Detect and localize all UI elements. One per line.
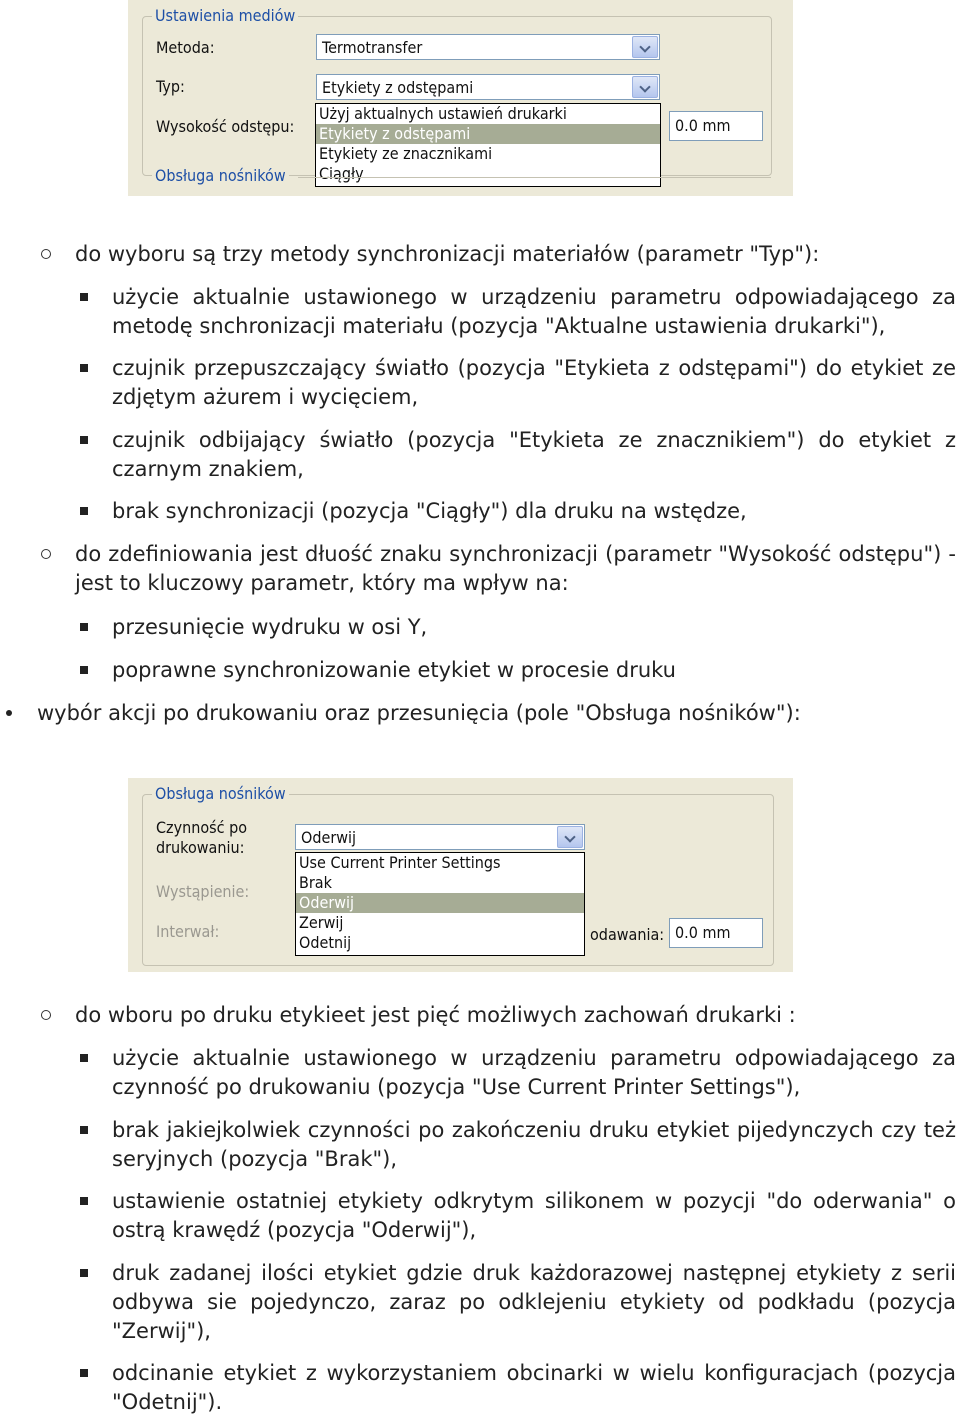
action-option-selected[interactable]: Oderwij: [296, 893, 584, 913]
offset-label: Wystąpienie:: [156, 882, 250, 901]
media-handling-legend: Obsługa nośników: [152, 166, 289, 185]
media-handling-legend: Obsługa nośników: [152, 784, 289, 803]
type-option[interactable]: Ciągły: [319, 164, 364, 183]
action-option[interactable]: Brak: [299, 873, 332, 892]
media-handling-screenshot: [128, 778, 793, 972]
offset-input[interactable]: 0.0 mm: [669, 918, 763, 948]
circle-bullet-icon: [41, 549, 51, 559]
divider: [298, 177, 771, 178]
circle-bullet-icon: [41, 249, 51, 259]
action-peel-off: druk zadanej ilości etykiet gdzie druk każdorazowej następnej etykiety z serii odbywa sie pojedynczo, zaraz po odklejeniu etykiety od podkładu (pozycja "Zerwij"),: [112, 1261, 956, 1343]
action-tear-off: ustawienie ostatniej etykiety odkrytym silikonem w pozycji "do oderwania" o ostrą krawędź (pozycja "Oderwij"),: [112, 1189, 956, 1242]
type-option-selected[interactable]: Etykiety z odstępami: [316, 124, 660, 144]
type-combo[interactable]: [316, 74, 660, 100]
type-dropdown-list[interactable]: [315, 103, 661, 187]
post-print-intro-text: do wboru po druku etykieet jest pięć możliwych zachowań drukarki :: [75, 1003, 796, 1027]
effect-y-offset: przesunięcie wydruku w osi Y,: [112, 615, 428, 639]
interval-label: Interwał:: [156, 922, 220, 941]
action-cut: odcinanie etykiet z wykorzystaniem obcinarki w wielu konfiguracjach (pozycja "Odetnij").: [112, 1361, 956, 1414]
post-print-action-value: Oderwij: [301, 828, 357, 847]
action-none: brak jakiejkolwiek czynności po zakończeniu druku etykiet pijedynczych czy też seryjnych (pozycja "Brak"),: [112, 1118, 956, 1171]
bullet-icon: [6, 710, 12, 716]
type-option[interactable]: Użyj aktualnych ustawień drukarki: [319, 104, 567, 123]
method-label: Metoda:: [156, 38, 215, 57]
method-combo[interactable]: [316, 34, 660, 60]
square-bullet-icon: [80, 293, 88, 301]
type-option[interactable]: Etykiety ze znacznikami: [319, 144, 493, 163]
square-bullet-icon: [80, 1126, 88, 1134]
gap-height-input[interactable]: 0.0 mm: [669, 111, 763, 141]
media-settings-screenshot: [128, 0, 793, 196]
square-bullet-icon: [80, 1269, 88, 1277]
post-print-action-dropdown-list[interactable]: [295, 852, 585, 956]
partial-label: odawania:: [590, 925, 665, 944]
post-print-action-heading: wybór akcji po drukowaniu oraz przesunięcia (pole "Obsługa nośników"):: [37, 701, 801, 725]
square-bullet-icon: [80, 364, 88, 372]
sync-option-current-settings: użycie aktualnie ustawionego w urządzeniu parametru odpowiadającego za metodę snchronizacji materiału (pozycja "Aktualne ustawienia drukarki"),: [112, 285, 956, 338]
chevron-down-icon[interactable]: [557, 826, 583, 848]
sync-option-black-mark: czujnik odbijający światło (pozycja "Etykieta ze znacznikiem") do etykiet z czarnym znakiem,: [112, 428, 956, 481]
media-settings-legend: Ustawienia mediów: [152, 6, 298, 25]
post-print-action-label: Czynność po drukowaniu:: [156, 818, 248, 857]
square-bullet-icon: [80, 1369, 88, 1377]
action-option[interactable]: Odetnij: [299, 933, 352, 952]
chevron-down-icon[interactable]: [632, 36, 658, 58]
sync-option-continuous: brak synchronizacji (pozycja "Ciągły") dla druku na wstędze,: [112, 499, 747, 523]
method-value: Termotransfer: [322, 38, 423, 57]
action-option[interactable]: Use Current Printer Settings: [299, 853, 501, 872]
gap-height-label: Wysokość odstępu:: [156, 117, 295, 136]
square-bullet-icon: [80, 1197, 88, 1205]
sync-option-gap-sensor: czujnik przepuszczający światło (pozycja "Etykieta z odstępami") do etykiet ze zdjętym ażurem i wycięciem,: [112, 356, 956, 409]
post-print-action-combo[interactable]: [295, 824, 585, 850]
chevron-down-icon[interactable]: [632, 76, 658, 98]
square-bullet-icon: [80, 507, 88, 515]
type-label: Typ:: [156, 77, 185, 96]
square-bullet-icon: [80, 666, 88, 674]
gap-height-intro-text: do zdefiniowania jest dłuość znaku synchronizacji (parametr "Wysokość odstępu") - jest to kluczowy parametr, który ma wpływ na:: [75, 542, 956, 595]
action-current-settings: użycie aktualnie ustawionego w urządzeniu parametru odpowiadającego za czynność po drukowaniu (pozycja "Use Current Printer Settings"),: [112, 1046, 956, 1099]
square-bullet-icon: [80, 436, 88, 444]
square-bullet-icon: [80, 1054, 88, 1062]
circle-bullet-icon: [41, 1010, 51, 1020]
square-bullet-icon: [80, 623, 88, 631]
action-option[interactable]: Zerwij: [299, 913, 344, 932]
type-value: Etykiety z odstępami: [322, 78, 474, 97]
effect-sync: poprawne synchronizowanie etykiet w procesie druku: [112, 658, 676, 682]
sync-intro-text: do wyboru są trzy metody synchronizacji materiałów (parametr "Typ"):: [75, 242, 820, 266]
